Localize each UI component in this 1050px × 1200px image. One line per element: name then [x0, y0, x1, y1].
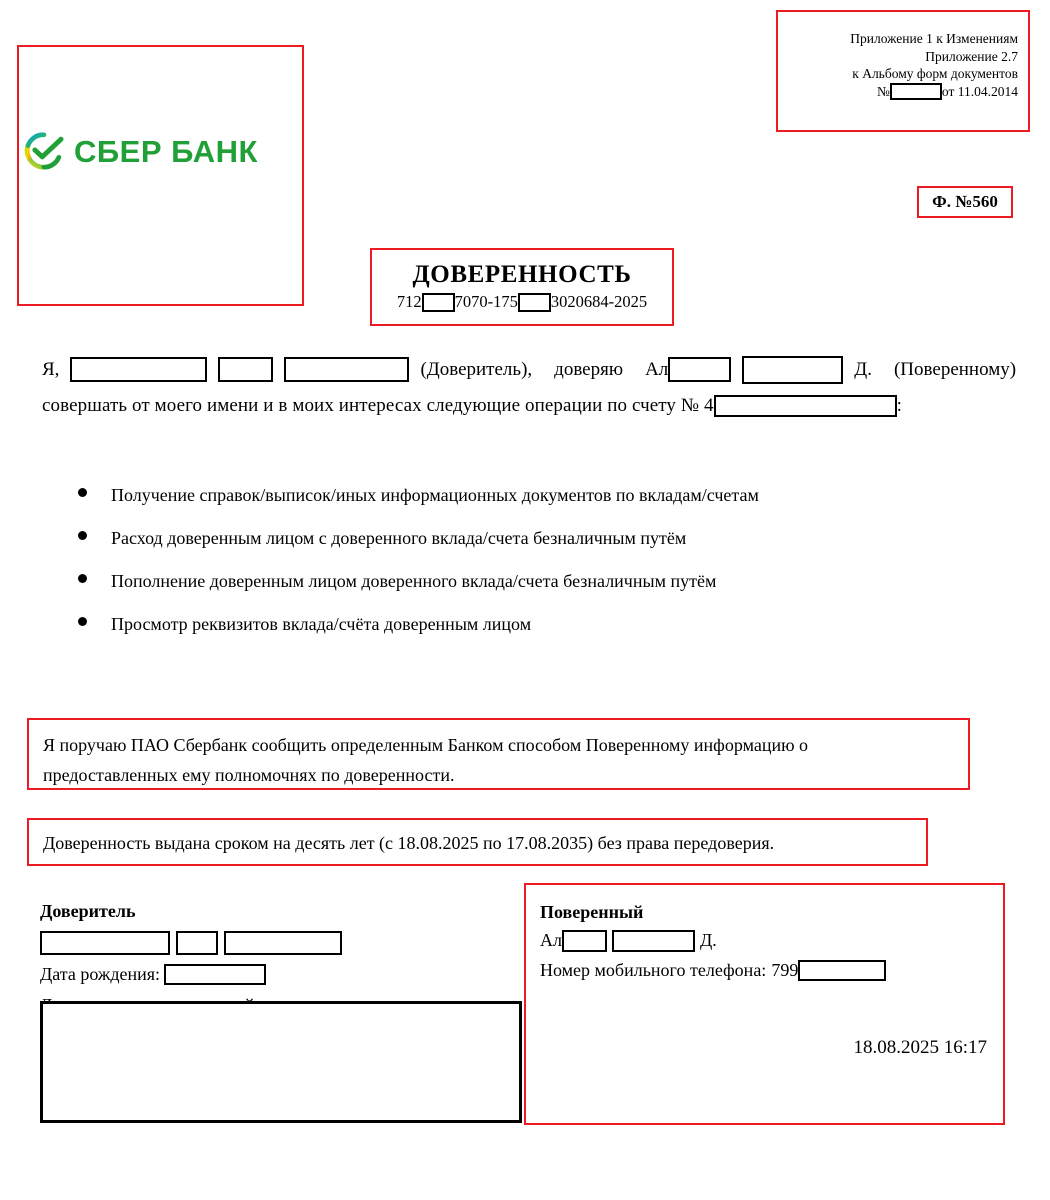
appendix-line-2: Приложение 2.7	[925, 48, 1018, 64]
redaction-principal-surname-bottom	[40, 931, 170, 955]
redaction-phone-number	[798, 960, 886, 981]
attorney-phone-row	[540, 955, 991, 985]
logo-redaction-box	[17, 45, 304, 306]
main-paragraph-line-2	[42, 388, 1008, 424]
permission-text: Пополнение доверенным лицом доверенного вклада/счета безналичным путём	[111, 571, 717, 591]
list-item	[78, 528, 958, 571]
appendix-line-3: к Альбому форм документов	[852, 66, 1018, 81]
appendix-line-4	[786, 83, 1018, 101]
attorney-name-prefix: Ал	[540, 930, 562, 950]
redaction-principal-surname	[70, 357, 207, 382]
body-account-intro: совершать от моего имени и в моих интересах следующие операции по счету № 4	[42, 395, 714, 416]
sberbank-logo	[23, 130, 258, 172]
attorney-name-row	[540, 925, 991, 955]
list-item	[78, 485, 958, 528]
sber-checkmark-circle-icon	[23, 130, 65, 172]
permission-text: Расход доверенным лицом с доверенного вклада/счета безналичным путём	[111, 528, 687, 548]
redaction-birth-date	[164, 964, 266, 985]
body-attorney-name-prefix: Ал	[645, 359, 669, 380]
attorney-section	[540, 899, 991, 1113]
redaction-attorney-surname-bottom	[612, 930, 695, 952]
phone-label: Номер мобильного телефона:	[540, 960, 767, 980]
notice-line-1: Я поручаю ПАО Сбербанк сообщить определенным Банком способом Поверенному информацию о	[43, 735, 809, 755]
list-item	[78, 614, 958, 657]
permission-text: Получение справок/выписок/иных информационных документов по вкладам/счетам	[111, 485, 759, 505]
title-redaction-box	[370, 248, 674, 326]
notice-redaction-box	[27, 718, 970, 790]
validity-text: Доверенность выдана сроком на десять лет (с 18.08.2025 по 17.08.2035) без права передоверия.	[43, 833, 775, 853]
redaction-appendix-number	[890, 83, 942, 100]
phone-prefix: 799	[771, 960, 799, 980]
list-item	[78, 571, 958, 614]
sberbank-wordmark: СБЕР БАНК	[74, 133, 258, 169]
permissions-list	[78, 485, 958, 657]
principal-fullname-row	[40, 926, 520, 958]
redaction-principal-name-bottom	[176, 931, 218, 955]
redaction-principal-name	[218, 357, 273, 382]
bullet-dot-icon	[78, 488, 87, 497]
body-ya-label: Я,	[42, 359, 60, 380]
body-doveryayu: доверяю	[554, 359, 624, 380]
page-title: ДОВЕРЕННОСТЬ	[412, 261, 632, 288]
bullet-dot-icon	[78, 531, 87, 540]
form-code-text: Ф. №560	[932, 192, 998, 211]
document-number-prefix: 712	[396, 292, 422, 311]
attorney-name-suffix: Д.	[699, 930, 717, 950]
appendix-date: от 11.04.2014	[941, 83, 1018, 99]
appendix-note-text	[778, 12, 1028, 101]
main-paragraph	[42, 352, 1017, 424]
notice-text	[29, 720, 968, 790]
bullet-dot-icon	[78, 574, 87, 583]
redaction-principal-patronymic	[284, 357, 409, 382]
body-attorney-initial: Д.	[854, 359, 872, 380]
document-number-mid: 7070-175	[454, 292, 518, 311]
document-number	[372, 291, 672, 313]
validity-redaction-box	[27, 818, 928, 866]
redaction-docnum-1	[422, 293, 455, 312]
document-number-suffix: 3020684-2025	[550, 292, 648, 311]
attorney-redaction-box	[524, 883, 1005, 1125]
document-timestamp: 18.08.2025 16:17	[853, 1037, 987, 1058]
redaction-attorney-surname	[742, 356, 843, 384]
body-colon: :	[896, 395, 902, 416]
main-paragraph-line-1	[42, 352, 1017, 388]
redaction-identity-document-block	[40, 1001, 522, 1123]
form-code-box	[917, 186, 1013, 218]
appendix-number-label: №	[877, 83, 890, 99]
title-block	[372, 250, 672, 313]
principal-birthdate-row	[40, 959, 520, 989]
redaction-docnum-2	[518, 293, 551, 312]
permission-text: Просмотр реквизитов вклада/счёта доверенным лицом	[111, 614, 532, 634]
birth-date-label: Дата рождения:	[40, 964, 161, 984]
redaction-attorney-name-bottom	[562, 930, 607, 952]
redaction-principal-patronymic-bottom	[224, 931, 342, 955]
principal-heading: Доверитель	[40, 901, 136, 921]
attorney-heading: Поверенный	[540, 902, 644, 922]
redaction-attorney-name	[668, 357, 731, 382]
body-principal-label: (Доверитель),	[420, 359, 533, 380]
bullet-dot-icon	[78, 617, 87, 626]
appendix-line-1: Приложение 1 к Изменениям	[850, 31, 1018, 46]
notice-line-2: предоставленных ему полномочнях по доверенности.	[43, 765, 455, 785]
redaction-account-number	[714, 395, 897, 417]
body-attorney-label: (Поверенному)	[893, 359, 1017, 380]
appendix-note-box	[776, 10, 1030, 132]
